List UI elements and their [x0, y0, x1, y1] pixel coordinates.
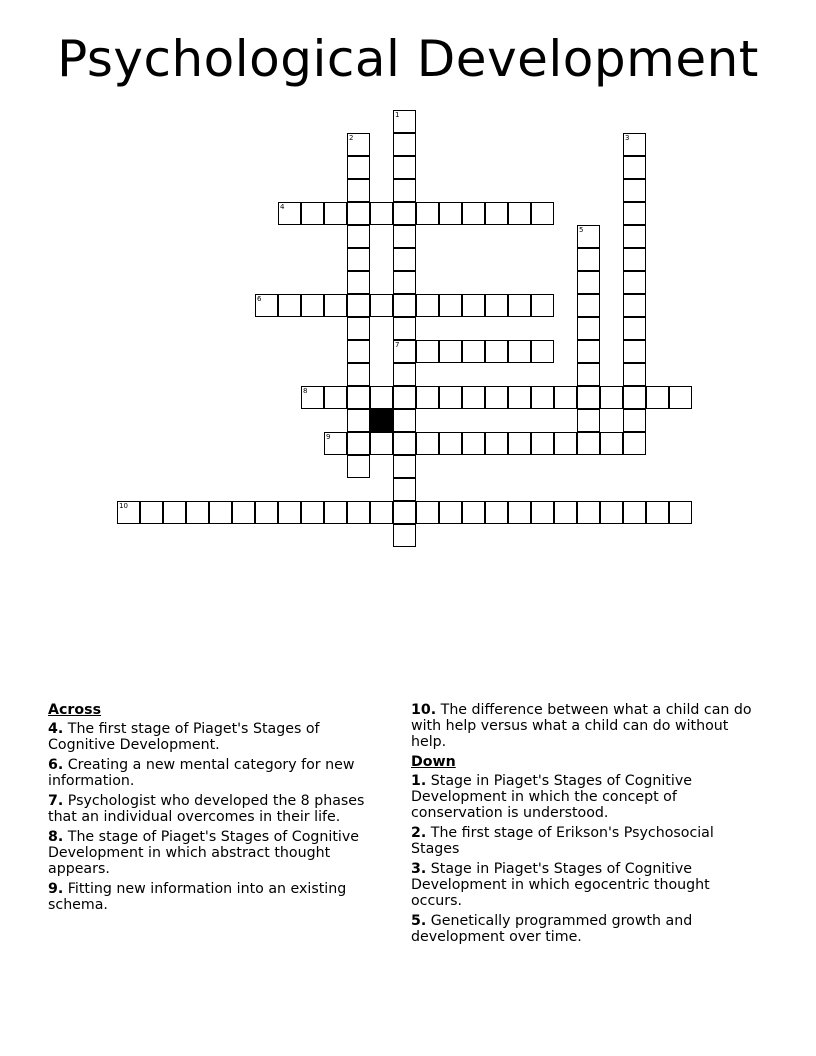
clues-right-column: [411, 702, 761, 949]
grid-cell[interactable]: [416, 294, 439, 317]
grid-cell[interactable]: [646, 501, 669, 524]
grid-cell[interactable]: [462, 202, 485, 225]
grid-cell[interactable]: [324, 202, 347, 225]
grid-cell[interactable]: [508, 432, 531, 455]
grid-cell[interactable]: [439, 202, 462, 225]
down-heading: Down: [411, 754, 456, 770]
grid-cell[interactable]: [278, 202, 301, 225]
grid-cell[interactable]: [439, 501, 462, 524]
grid-cell[interactable]: [669, 501, 692, 524]
grid-cell[interactable]: [393, 524, 416, 547]
grid-cell[interactable]: [577, 363, 600, 386]
grid-cell[interactable]: [485, 340, 508, 363]
grid-cell[interactable]: [393, 363, 416, 386]
grid-cell[interactable]: [347, 225, 370, 248]
clue-number-label: 7: [395, 341, 400, 349]
grid-cell[interactable]: [531, 386, 554, 409]
grid-cell[interactable]: [485, 294, 508, 317]
grid-cell[interactable]: [255, 501, 278, 524]
grid-cell[interactable]: [531, 432, 554, 455]
grid-cell[interactable]: [324, 432, 347, 455]
grid-cell[interactable]: [508, 294, 531, 317]
clue-text: Psychologist who developed the 8 phases that an individual overcomes in their life.: [48, 793, 365, 825]
grid-cell[interactable]: [393, 271, 416, 294]
grid-cell[interactable]: [347, 340, 370, 363]
grid-cell[interactable]: [623, 179, 646, 202]
grid-cell[interactable]: [232, 501, 255, 524]
clue-text: Genetically programmed growth and development over time.: [411, 913, 693, 945]
grid-cell[interactable]: [347, 202, 370, 225]
clue-across-8: [48, 829, 388, 877]
clue-across-7: [48, 793, 388, 825]
grid-cell[interactable]: [485, 432, 508, 455]
grid-cell[interactable]: [439, 432, 462, 455]
grid-cell[interactable]: [623, 409, 646, 432]
grid-cell[interactable]: [623, 248, 646, 271]
grid-cell[interactable]: [462, 501, 485, 524]
grid-cell[interactable]: [623, 386, 646, 409]
grid-cell[interactable]: [554, 501, 577, 524]
grid-cell[interactable]: [163, 501, 186, 524]
grid-cell[interactable]: [393, 432, 416, 455]
grid-cell[interactable]: [600, 501, 623, 524]
grid-cell[interactable]: [577, 386, 600, 409]
grid-cell[interactable]: [370, 386, 393, 409]
grid-cell[interactable]: [393, 455, 416, 478]
grid-cell[interactable]: [577, 271, 600, 294]
grid-cell[interactable]: [416, 386, 439, 409]
grid-cell[interactable]: [531, 501, 554, 524]
grid-cell[interactable]: [577, 432, 600, 455]
grid-cell[interactable]: [347, 432, 370, 455]
grid-cell[interactable]: [600, 432, 623, 455]
grid-cell[interactable]: [347, 248, 370, 271]
grid-cell[interactable]: [462, 294, 485, 317]
grid-cell[interactable]: [393, 110, 416, 133]
grid-cell[interactable]: [301, 294, 324, 317]
clue-across-9: [48, 881, 388, 913]
grid-cell[interactable]: [347, 409, 370, 432]
grid-cell[interactable]: [508, 501, 531, 524]
clue-across-10: [411, 702, 761, 750]
grid-cell[interactable]: [347, 133, 370, 156]
clues-left-column: [48, 702, 388, 917]
clue-text: The first stage of Piaget's Stages of Cognitive Development.: [48, 721, 320, 753]
grid-cell[interactable]: [531, 202, 554, 225]
grid-cell[interactable]: [209, 501, 232, 524]
grid-cell[interactable]: [416, 432, 439, 455]
grid-cell[interactable]: [531, 340, 554, 363]
clue-number: 8.: [48, 829, 64, 845]
puzzle-title: Psychological Development: [57, 30, 759, 88]
grid-cell[interactable]: [554, 432, 577, 455]
clue-number: 5.: [411, 913, 427, 929]
clue-down-1: [411, 773, 761, 821]
grid-cell[interactable]: [623, 156, 646, 179]
clue-text: Stage in Piaget's Stages of Cognitive Development in which the concept of conservation is understood.: [411, 773, 692, 821]
clue-down-5: [411, 913, 761, 945]
grid-cell[interactable]: [393, 386, 416, 409]
grid-cell[interactable]: [393, 179, 416, 202]
grid-cell[interactable]: [393, 501, 416, 524]
grid-cell[interactable]: [439, 294, 462, 317]
grid-cell[interactable]: [623, 271, 646, 294]
grid-cell[interactable]: [393, 294, 416, 317]
grid-cell[interactable]: [140, 501, 163, 524]
clue-number: 1.: [411, 773, 427, 789]
grid-cell[interactable]: [278, 294, 301, 317]
clue-number-label: 2: [349, 134, 354, 142]
grid-cell[interactable]: [370, 432, 393, 455]
grid-cell[interactable]: [347, 156, 370, 179]
grid-cell[interactable]: [117, 501, 140, 524]
clue-number-label: 10: [119, 502, 128, 510]
grid-cell[interactable]: [393, 317, 416, 340]
grid-cell[interactable]: [508, 202, 531, 225]
grid-cell[interactable]: [623, 294, 646, 317]
grid-cell[interactable]: [623, 317, 646, 340]
grid-cell[interactable]: [416, 501, 439, 524]
clue-text: Fitting new information into an existing schema.: [48, 881, 347, 913]
grid-cell[interactable]: [347, 294, 370, 317]
grid-cell[interactable]: [347, 501, 370, 524]
grid-cell[interactable]: [531, 294, 554, 317]
grid-cell[interactable]: [324, 386, 347, 409]
clue-text: The stage of Piaget's Stages of Cognitive Development in which abstract thought appears.: [48, 829, 359, 877]
grid-cell[interactable]: [485, 501, 508, 524]
grid-cell[interactable]: [439, 386, 462, 409]
grid-cell[interactable]: [370, 294, 393, 317]
grid-cell[interactable]: [393, 340, 416, 363]
grid-cell[interactable]: [393, 478, 416, 501]
grid-cell[interactable]: [255, 294, 278, 317]
grid-cell[interactable]: [416, 340, 439, 363]
grid-cell[interactable]: [554, 386, 577, 409]
clue-across-4: [48, 721, 388, 753]
grid-cell[interactable]: [623, 133, 646, 156]
grid-cell[interactable]: [508, 386, 531, 409]
grid-cell[interactable]: [623, 363, 646, 386]
clue-number-label: 3: [625, 134, 630, 142]
grid-cell[interactable]: [623, 432, 646, 455]
grid-cell[interactable]: [370, 501, 393, 524]
clue-number-label: 1: [395, 111, 400, 119]
grid-cell[interactable]: [393, 225, 416, 248]
grid-cell[interactable]: [301, 501, 324, 524]
grid-cell[interactable]: [577, 248, 600, 271]
clue-number-label: 5: [579, 226, 584, 234]
clue-number: 3.: [411, 861, 427, 877]
grid-cell[interactable]: [416, 202, 439, 225]
grid-cell[interactable]: [600, 386, 623, 409]
clue-number: 2.: [411, 825, 427, 841]
grid-cell[interactable]: [623, 501, 646, 524]
grid-cell[interactable]: [324, 501, 347, 524]
grid-cell[interactable]: [393, 409, 416, 432]
grid-cell[interactable]: [301, 202, 324, 225]
grid-cell[interactable]: [462, 340, 485, 363]
clue-text: The difference between what a child can do with help versus what a child can do without help.: [411, 702, 752, 750]
grid-cell[interactable]: [577, 340, 600, 363]
clue-number: 4.: [48, 721, 64, 737]
clue-number-label: 6: [257, 295, 262, 303]
grid-cell[interactable]: [393, 156, 416, 179]
grid-cell[interactable]: [462, 386, 485, 409]
clue-number-label: 9: [326, 433, 331, 441]
grid-cell[interactable]: [623, 202, 646, 225]
clue-number: 9.: [48, 881, 64, 897]
grid-cell[interactable]: [462, 432, 485, 455]
grid-cell[interactable]: [508, 340, 531, 363]
clue-text: The first stage of Erikson's Psychosocial Stages: [411, 825, 714, 857]
grid-cell[interactable]: [439, 340, 462, 363]
grid-cell[interactable]: [347, 363, 370, 386]
across-heading: Across: [48, 702, 102, 718]
clue-number-label: 8: [303, 387, 308, 395]
grid-cell[interactable]: [186, 501, 209, 524]
clue-down-3: [411, 861, 761, 909]
grid-cell[interactable]: [393, 202, 416, 225]
clue-number-label: 4: [280, 203, 285, 211]
grid-cell[interactable]: [669, 386, 692, 409]
clue-number: 7.: [48, 793, 64, 809]
grid-cell[interactable]: [577, 501, 600, 524]
grid-cell[interactable]: [324, 294, 347, 317]
grid-cell[interactable]: [646, 386, 669, 409]
grid-cell[interactable]: [393, 133, 416, 156]
grid-cell[interactable]: [347, 179, 370, 202]
grid-cell[interactable]: [577, 409, 600, 432]
grid-cell[interactable]: [485, 202, 508, 225]
grid-cell[interactable]: [347, 455, 370, 478]
grid-cell[interactable]: [278, 501, 301, 524]
grid-cell[interactable]: [623, 340, 646, 363]
grid-cell[interactable]: [370, 202, 393, 225]
black-square: [370, 409, 393, 432]
clue-text: Creating a new mental category for new information.: [48, 757, 355, 789]
grid-cell[interactable]: [347, 386, 370, 409]
clue-number: 6.: [48, 757, 64, 773]
grid-cell[interactable]: [623, 225, 646, 248]
grid-cell[interactable]: [393, 248, 416, 271]
clue-number: 10.: [411, 702, 437, 718]
grid-cell[interactable]: [577, 294, 600, 317]
grid-cell[interactable]: [301, 386, 324, 409]
clue-text: Stage in Piaget's Stages of Cognitive Development in which egocentric thought occurs.: [411, 861, 710, 909]
grid-cell[interactable]: [577, 225, 600, 248]
grid-cell[interactable]: [485, 386, 508, 409]
clue-down-2: [411, 825, 761, 857]
grid-cell[interactable]: [347, 271, 370, 294]
grid-cell[interactable]: [347, 317, 370, 340]
clue-across-6: [48, 757, 388, 789]
grid-cell[interactable]: [577, 317, 600, 340]
